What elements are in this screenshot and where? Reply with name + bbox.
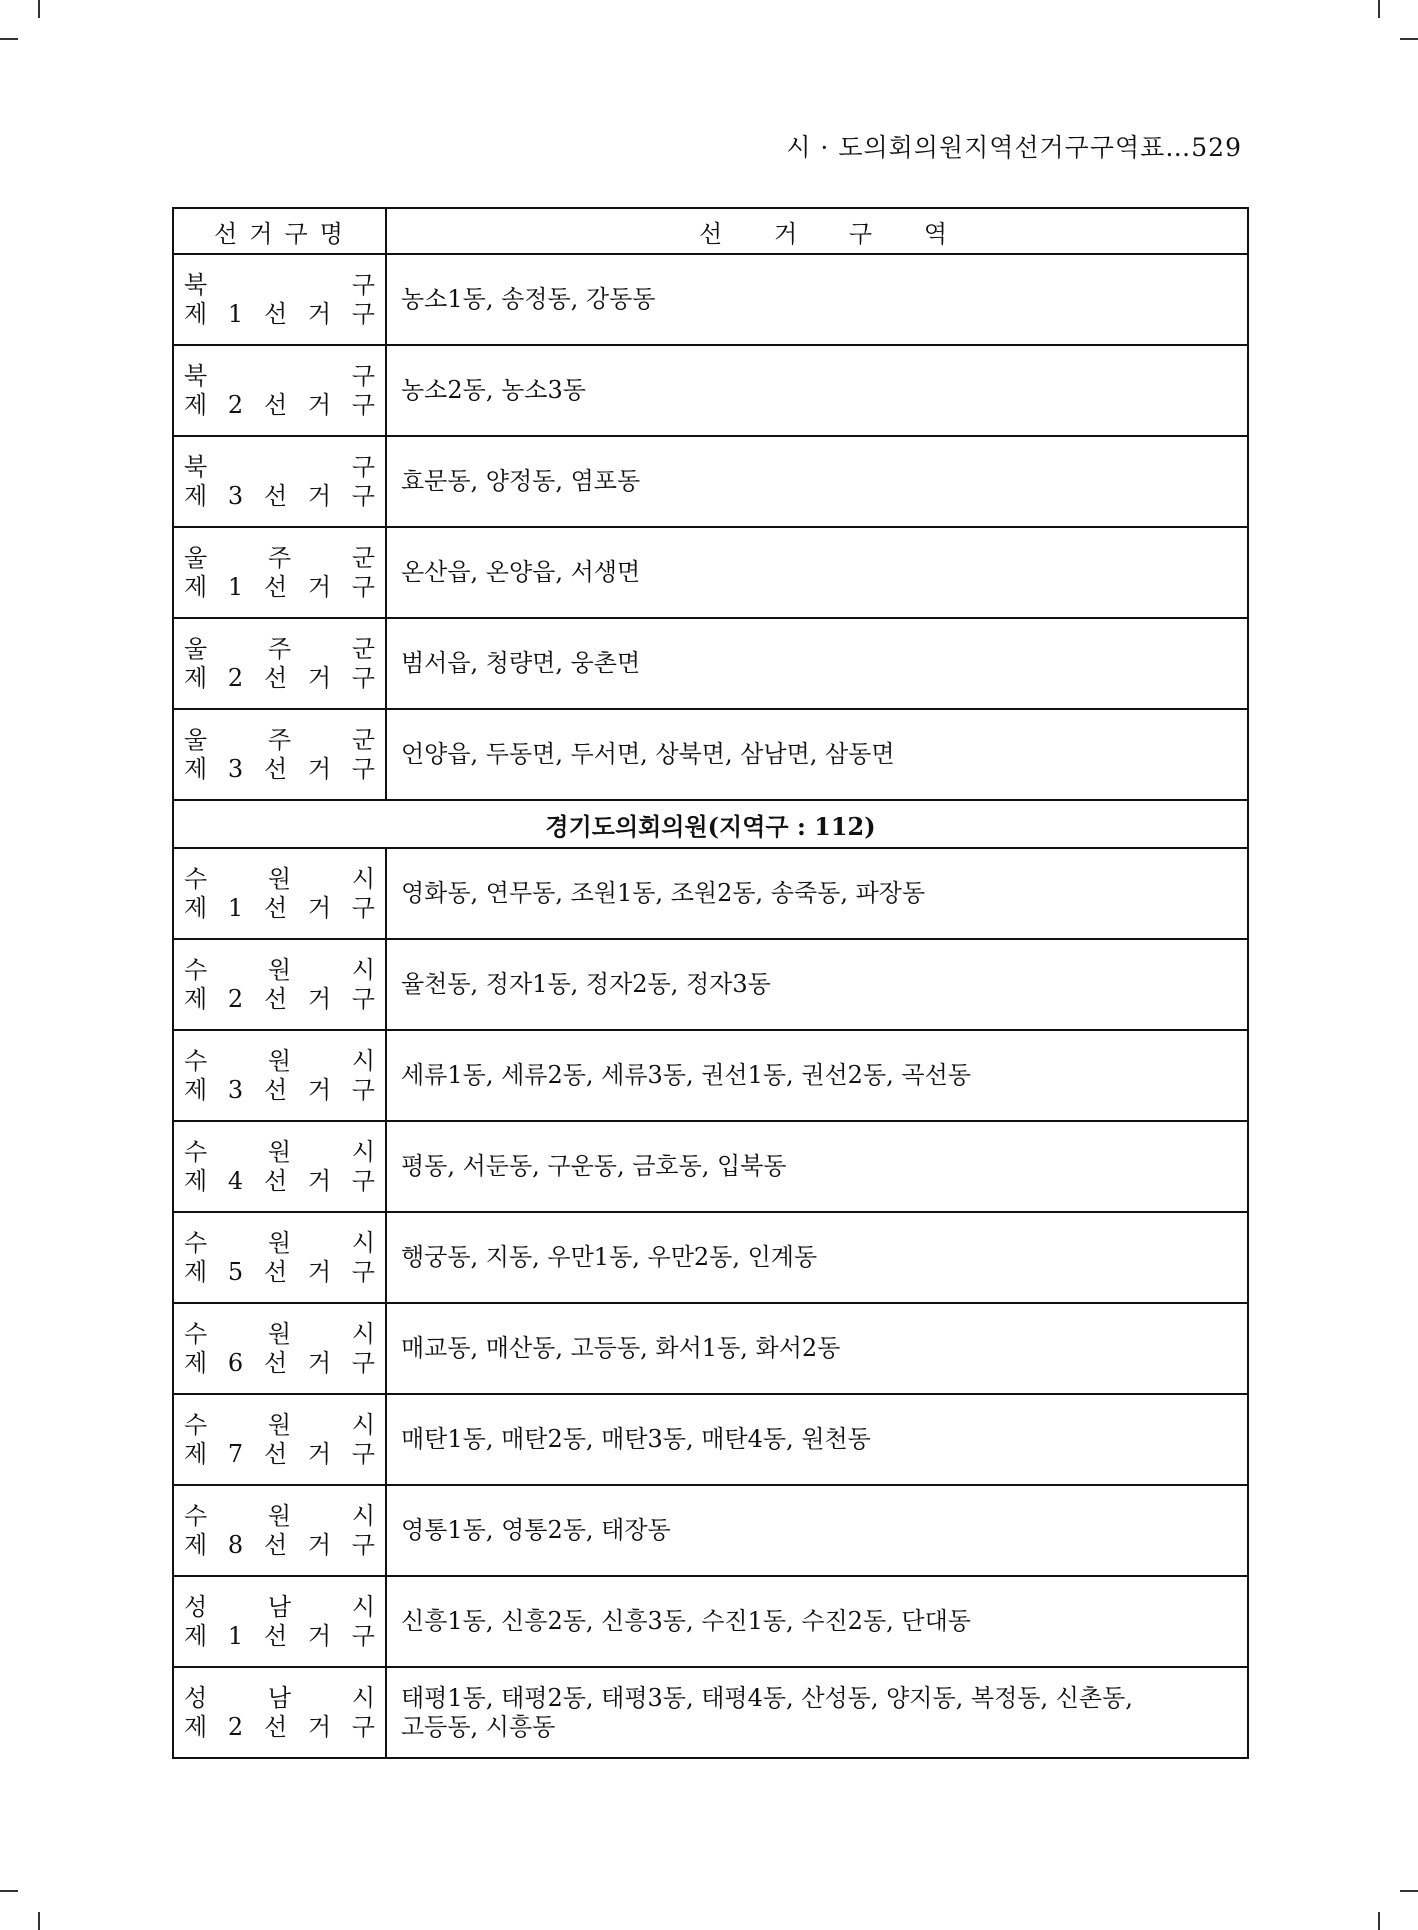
char: 성 — [184, 1683, 208, 1712]
char: 구 — [351, 754, 375, 783]
district-area-cell — [386, 527, 1248, 618]
district-number — [184, 1622, 375, 1651]
district-name-cell — [173, 1667, 386, 1758]
district-unit — [184, 1502, 375, 1531]
char: 선 — [263, 754, 288, 783]
district-name-cell — [173, 1576, 386, 1667]
char: 거 — [307, 1257, 332, 1286]
table-row — [173, 1121, 1248, 1212]
district-name-cell — [173, 1030, 386, 1121]
char: 구 — [848, 219, 873, 248]
char: 시 — [351, 1592, 375, 1621]
table-row — [173, 1485, 1248, 1576]
district-number — [184, 391, 375, 420]
char: 7 — [227, 1439, 244, 1468]
char: 거 — [307, 984, 332, 1013]
district-number — [184, 1258, 375, 1287]
char: 수 — [184, 1319, 208, 1348]
char: 구 — [351, 1348, 375, 1377]
char: 1 — [227, 572, 244, 601]
char: 선 — [263, 481, 288, 510]
char: 구 — [351, 984, 375, 1013]
area-text: 영화동, 연무동, 조원1동, 조원2동, 송죽동, 파장동 — [401, 879, 926, 907]
char: 6 — [227, 1348, 244, 1377]
table-header-row — [173, 208, 1248, 254]
char: 제 — [184, 1439, 208, 1468]
char: 선 — [263, 1621, 288, 1650]
char: 거 — [307, 481, 332, 510]
char: 8 — [227, 1530, 244, 1559]
area-text: 세류1동, 세류2동, 세류3동, 권선1동, 권선2동, 곡선동 — [401, 1061, 971, 1089]
char: 선 — [263, 893, 288, 922]
char: 거 — [307, 754, 332, 783]
district-area-cell — [386, 345, 1248, 436]
char: 선 — [263, 1530, 288, 1559]
char: 군 — [351, 725, 375, 754]
area-text: 범서읍, 청량면, 웅촌면 — [401, 649, 641, 677]
char: 제 — [184, 1530, 208, 1559]
char: 원 — [267, 1410, 292, 1439]
char: 거 — [307, 1439, 332, 1468]
char: 선 — [263, 1348, 288, 1377]
char: 선 — [263, 390, 288, 419]
crop-mark — [1400, 1890, 1418, 1892]
char: 구 — [351, 452, 375, 481]
char: 남 — [267, 1592, 292, 1621]
char: 2 — [227, 1712, 244, 1741]
char: 1 — [227, 893, 244, 922]
char: 거 — [307, 1712, 332, 1741]
char: 성 — [184, 1592, 208, 1621]
char: 구 — [351, 1621, 375, 1650]
char: 시 — [351, 1501, 375, 1530]
char: 구 — [351, 481, 375, 510]
char: 구 — [351, 1712, 375, 1741]
char: 주 — [267, 634, 292, 663]
district-area-cell — [386, 1303, 1248, 1394]
char: 2 — [227, 390, 244, 419]
char: 제 — [184, 663, 208, 692]
char: 제 — [184, 1621, 208, 1650]
crop-mark — [38, 1912, 40, 1930]
char: 시 — [351, 1683, 375, 1712]
char: 역 — [923, 219, 947, 248]
char: 선 — [263, 984, 288, 1013]
district-unit — [184, 1138, 375, 1167]
district-unit — [184, 271, 375, 300]
char: 시 — [351, 955, 375, 984]
char: 거 — [307, 572, 332, 601]
district-number — [184, 985, 375, 1014]
district-area-cell — [386, 848, 1248, 939]
district-area-cell — [386, 939, 1248, 1030]
char: 울 — [184, 725, 208, 754]
char: 수 — [184, 1137, 208, 1166]
char: 주 — [267, 543, 292, 572]
district-number — [184, 1076, 375, 1105]
district-number — [184, 573, 375, 602]
district-number — [184, 300, 375, 329]
district-unit — [184, 865, 375, 894]
char: 시 — [351, 1046, 375, 1075]
char: 3 — [227, 481, 244, 510]
crop-mark — [0, 1890, 18, 1892]
district-name-cell — [173, 436, 386, 527]
area-text: 고등동, 시흥동 — [401, 1712, 556, 1741]
char: 선 — [263, 1166, 288, 1195]
table-row — [173, 709, 1248, 800]
district-unit — [184, 1411, 375, 1440]
char: 거 — [307, 1530, 332, 1559]
district-area-cell — [386, 709, 1248, 800]
table-row — [173, 527, 1248, 618]
district-unit — [184, 1229, 375, 1258]
char: 군 — [351, 634, 375, 663]
char: 구 — [351, 1439, 375, 1468]
district-name-cell — [173, 618, 386, 709]
char: 시 — [351, 1137, 375, 1166]
district-name-cell — [173, 254, 386, 345]
district-unit — [184, 544, 375, 573]
char: 원 — [267, 864, 292, 893]
district-area-cell — [386, 1485, 1248, 1576]
char: 구 — [284, 219, 308, 248]
district-unit — [184, 1684, 375, 1713]
district-name-cell — [173, 709, 386, 800]
district-unit — [184, 956, 375, 985]
char: 선 — [263, 299, 288, 328]
running-head: 시 · 도의회의원지역선거구구역표…529 — [786, 133, 1242, 162]
char: 선 — [699, 219, 723, 248]
area-text: 언양읍, 두동면, 두서면, 상북면, 삼남면, 삼동면 — [401, 740, 895, 768]
district-area-cell — [386, 618, 1248, 709]
district-number — [184, 1440, 375, 1469]
district-name-cell — [173, 1394, 386, 1485]
section-header-row — [173, 800, 1248, 848]
char: 제 — [184, 1348, 208, 1377]
char: 선 — [263, 1439, 288, 1468]
area-text: 신흥1동, 신흥2동, 신흥3동, 수진1동, 수진2동, 단대동 — [401, 1607, 971, 1635]
header-area — [386, 208, 1248, 254]
district-number — [184, 1349, 375, 1378]
char: 제 — [184, 984, 208, 1013]
char: 주 — [267, 725, 292, 754]
char: 시 — [351, 1228, 375, 1257]
char: 거 — [773, 219, 798, 248]
table-row — [173, 1394, 1248, 1485]
char: 5 — [227, 1257, 244, 1286]
district-area-cell — [386, 1667, 1248, 1758]
char: 거 — [307, 1348, 332, 1377]
area-text: 평동, 서둔동, 구운동, 금호동, 입북동 — [401, 1152, 787, 1180]
char: 2 — [227, 984, 244, 1013]
char: 남 — [267, 1683, 292, 1712]
char: 제 — [184, 481, 208, 510]
char: 거 — [307, 299, 332, 328]
char: 구 — [351, 1257, 375, 1286]
char: 수 — [184, 1228, 208, 1257]
district-name-cell — [173, 939, 386, 1030]
district-number — [184, 1713, 375, 1742]
char: 제 — [184, 1712, 208, 1741]
char: 1 — [227, 299, 244, 328]
char: 구 — [351, 1530, 375, 1559]
char: 선 — [263, 1712, 288, 1741]
char: 원 — [267, 1046, 292, 1075]
char: 제 — [184, 1257, 208, 1286]
char: 구 — [351, 270, 375, 299]
crop-mark — [0, 38, 18, 40]
char: 거 — [307, 390, 332, 419]
district-unit — [184, 1320, 375, 1349]
char: 거 — [307, 1621, 332, 1650]
char: 제 — [184, 572, 208, 601]
char: 거 — [307, 1166, 332, 1195]
char: 제 — [184, 390, 208, 419]
district-area-cell — [386, 436, 1248, 527]
char: 선 — [263, 572, 288, 601]
char: 명 — [319, 219, 343, 248]
char: 시 — [351, 864, 375, 893]
district-name-cell — [173, 1485, 386, 1576]
char: 거 — [307, 1075, 332, 1104]
char: 원 — [267, 1137, 292, 1166]
district-unit — [184, 1593, 375, 1622]
char: 수 — [184, 955, 208, 984]
char: 선 — [263, 663, 288, 692]
crop-mark — [1378, 0, 1380, 18]
area-text: 태평1동, 태평2동, 태평3동, 태평4동, 산성동, 양지동, 복정동, 신촌동, — [401, 1683, 1133, 1712]
char: 수 — [184, 1046, 208, 1075]
char: 시 — [351, 1319, 375, 1348]
area-text: 행궁동, 지동, 우만1동, 우만2동, 인계동 — [401, 1243, 818, 1271]
char: 북 — [184, 361, 208, 390]
table-row — [173, 254, 1248, 345]
area-text: 매탄1동, 매탄2동, 매탄3동, 매탄4동, 원천동 — [401, 1425, 871, 1453]
char: 원 — [267, 1501, 292, 1530]
char: 거 — [307, 663, 332, 692]
char: 북 — [184, 270, 208, 299]
crop-mark — [1400, 38, 1418, 40]
crop-mark — [38, 0, 40, 18]
char: 구 — [351, 893, 375, 922]
char: 1 — [227, 1621, 244, 1650]
section-title: 경기도의회의원(지역구 : 112) — [173, 800, 1248, 848]
district-number — [184, 664, 375, 693]
area-text: 영통1동, 영통2동, 태장동 — [401, 1516, 671, 1544]
district-number — [184, 1531, 375, 1560]
district-name-cell — [173, 848, 386, 939]
char: 선 — [214, 219, 238, 248]
district-number — [184, 482, 375, 511]
char: 북 — [184, 452, 208, 481]
char: 거 — [307, 893, 332, 922]
char: 선 — [263, 1257, 288, 1286]
char: 구 — [351, 572, 375, 601]
char: 울 — [184, 543, 208, 572]
table-row — [173, 848, 1248, 939]
table-row — [173, 1030, 1248, 1121]
district-number — [184, 1167, 375, 1196]
char: 제 — [184, 1075, 208, 1104]
area-text: 온산읍, 온양읍, 서생면 — [401, 558, 641, 586]
char: 원 — [267, 955, 292, 984]
district-name-cell — [173, 1121, 386, 1212]
crop-mark — [1378, 1912, 1380, 1930]
char: 수 — [184, 864, 208, 893]
district-unit — [184, 362, 375, 391]
table-row — [173, 1667, 1248, 1758]
district-unit — [184, 1047, 375, 1076]
district-unit — [184, 453, 375, 482]
district-name-cell — [173, 1303, 386, 1394]
char: 구 — [351, 361, 375, 390]
char: 4 — [227, 1166, 244, 1195]
district-area-cell — [386, 1394, 1248, 1485]
char: 2 — [227, 663, 244, 692]
char: 수 — [184, 1410, 208, 1439]
char: 원 — [267, 1228, 292, 1257]
char: 제 — [184, 893, 208, 922]
district-unit — [184, 635, 375, 664]
table-row — [173, 345, 1248, 436]
district-unit — [184, 726, 375, 755]
district-name-cell — [173, 1212, 386, 1303]
char: 구 — [351, 1075, 375, 1104]
header-name — [173, 208, 386, 254]
char: 구 — [351, 390, 375, 419]
area-text: 효문동, 양정동, 염포동 — [401, 467, 641, 495]
district-number — [184, 755, 375, 784]
district-number — [184, 894, 375, 923]
char: 군 — [351, 543, 375, 572]
area-text: 농소1동, 송정동, 강동동 — [401, 285, 656, 313]
char: 구 — [351, 1166, 375, 1195]
char: 제 — [184, 299, 208, 328]
table-row — [173, 1212, 1248, 1303]
char: 제 — [184, 754, 208, 783]
district-area-cell — [386, 254, 1248, 345]
char: 3 — [227, 1075, 244, 1104]
district-name-cell — [173, 527, 386, 618]
char: 수 — [184, 1501, 208, 1530]
char: 울 — [184, 634, 208, 663]
char: 원 — [267, 1319, 292, 1348]
area-text: 율천동, 정자1동, 정자2동, 정자3동 — [401, 970, 771, 998]
district-name-cell — [173, 345, 386, 436]
table-row — [173, 1576, 1248, 1667]
table-row — [173, 436, 1248, 527]
char: 구 — [351, 299, 375, 328]
table-row — [173, 939, 1248, 1030]
area-text: 매교동, 매산동, 고등동, 화서1동, 화서2동 — [401, 1334, 841, 1362]
district-area-cell — [386, 1121, 1248, 1212]
district-area-cell — [386, 1576, 1248, 1667]
table-row — [173, 618, 1248, 709]
char: 선 — [263, 1075, 288, 1104]
char: 시 — [351, 1410, 375, 1439]
district-table — [172, 207, 1249, 1759]
table-row — [173, 1303, 1248, 1394]
char: 구 — [351, 663, 375, 692]
district-area-cell — [386, 1212, 1248, 1303]
char: 제 — [184, 1166, 208, 1195]
char: 거 — [249, 219, 273, 248]
district-area-cell — [386, 1030, 1248, 1121]
area-text: 농소2동, 농소3동 — [401, 376, 586, 404]
char: 3 — [227, 754, 244, 783]
